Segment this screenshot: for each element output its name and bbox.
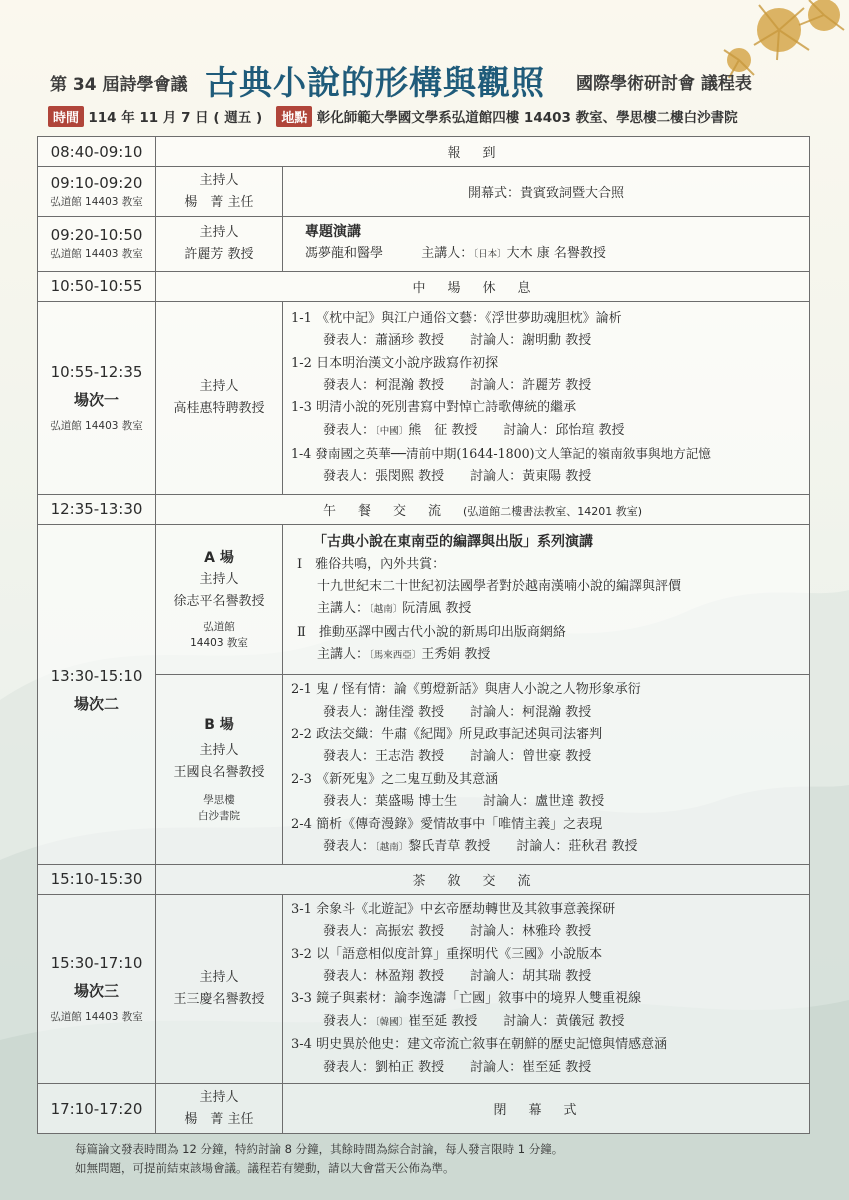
agenda-row-opening — [38, 167, 810, 217]
title-suffix: 國際學術研討會 議程表 — [576, 74, 752, 94]
break-label: 中場休息 — [412, 280, 553, 296]
agenda-row-closing — [38, 1084, 810, 1134]
paper-title: 2-1 鬼 / 怪有情：論《剪燈新話》與唐人小說之人物形象承衍 — [291, 682, 641, 698]
agenda-row-lunch — [38, 494, 810, 524]
opening-ceremony: 開幕式：貴賓致詞暨大合照 — [468, 186, 625, 201]
agenda-row-tea — [38, 864, 810, 894]
registration-label: 報到 — [447, 146, 518, 161]
presenter-country: 〔越南〕 — [375, 842, 409, 854]
speaker-prefix: 主講人： — [421, 246, 474, 262]
paper-title: 1-3 明清小說的死別書寫中對悼亡詩歌傳統的繼承 — [291, 400, 577, 416]
lecture-title: Ⅱ 推動巫譯中國古代小說的新馬印出版商網絡 — [297, 624, 566, 640]
host-title: 主持人 — [199, 172, 239, 188]
host-name: 王三慶名譽教授 — [173, 991, 265, 1007]
paper-people: 發表人：王志浩 教授 討論人：曾世豪 教授 — [323, 749, 592, 765]
session-label: 場次一 — [73, 390, 119, 409]
speaker-country: 〔越南〕 — [369, 604, 403, 616]
venue-text: 白沙書院 — [198, 810, 240, 823]
host-title: 主持人 — [199, 572, 239, 588]
host-title: 主持人 — [199, 969, 239, 985]
paper-title: 3-3 鏡子與素材：論李逸濤「亡國」敘事中的境界人雙重視線 — [291, 991, 642, 1007]
place-text: 彰化師範大學國文學系弘道館四樓 14403 教室、學思樓二樓白沙書院 — [316, 110, 738, 126]
room-b-label: B 場 — [204, 717, 234, 734]
venue-text: 弘道館 14403 教室 — [50, 248, 143, 261]
presenter-prefix: 發表人： — [323, 839, 376, 855]
host-title: 主持人 — [199, 224, 239, 240]
venue-text: 弘道館 14403 教室 — [50, 1010, 143, 1023]
footnote-line: 每篇論文發表時間為 12 分鐘，特約討論 8 分鐘，其餘時間為綜合討論，每人發言限時 1 分鐘。 — [75, 1142, 564, 1156]
tea-break-label: 茶敘交流 — [412, 873, 553, 889]
agenda-row-keynote — [38, 217, 810, 272]
paper-title: 2-2 政法交織：牛肅《紀聞》所見政事記述與司法審判 — [291, 727, 603, 742]
lecture-speaker: 阮清風 教授 — [402, 601, 472, 617]
lecture-series-heading: 「古典小說在東南亞的編譯與出版」系列演講 — [313, 534, 593, 551]
presenter-prefix: 發表人： — [323, 1013, 376, 1029]
agenda-table — [37, 136, 810, 1134]
paper-title: 1-2 日本明治漢文小說序跋寫作初探 — [291, 355, 499, 371]
paper-people: 黎氏青草 教授 討論人：莊秋君 教授 — [408, 839, 638, 855]
footnote — [75, 1140, 563, 1178]
venue-text: 弘道館 — [203, 621, 235, 634]
agenda-row-break — [38, 271, 810, 301]
paper-people: 發表人：葉盛暘 博士生 討論人：盧世達 教授 — [323, 794, 605, 810]
keynote-speaker: 大木 康 名譽教授 — [506, 246, 606, 262]
host-name: 許麗芳 教授 — [184, 246, 254, 262]
paper-title: 2-4 簡析《傳奇漫錄》愛情故事中「唯情主義」之表現 — [291, 816, 603, 832]
paper-people: 發表人：蕭涵珍 教授 討論人：謝明勳 教授 — [323, 333, 592, 349]
speaker-prefix: 主講人： — [317, 601, 370, 617]
time-cell: 08:40-09:10 — [50, 142, 143, 161]
time-cell: 13:30-15:10 — [50, 666, 143, 685]
host-name: 高桂惠特聘教授 — [173, 400, 265, 416]
time-cell: 12:35-13:30 — [50, 500, 143, 519]
paper-title: 3-4 明史異於他史：建文帝流亡敘事在朝鮮的歷史記憶與情感意涵 — [291, 1037, 668, 1053]
date-text: 114 年 11 月 7 日 ( 週五 ) — [88, 110, 263, 126]
conference-number: 第 34 屆詩學會議 — [50, 75, 188, 95]
host-name: 徐志平名譽教授 — [173, 594, 265, 610]
venue-text: 弘道館 14403 教室 — [50, 196, 143, 208]
agenda-row-session-3 — [38, 894, 810, 1083]
closing-ceremony: 閉幕式 — [493, 1103, 599, 1119]
time-cell: 09:20-10:50 — [50, 226, 143, 245]
title-row — [0, 52, 849, 102]
paper-people: 發表人：劉柏正 教授 討論人：崔至延 教授 — [323, 1059, 592, 1075]
paper-title: 2-3 《新死鬼》之二鬼互動及其意涵 — [291, 771, 499, 787]
paper-people: 發表人：謝佳瀅 教授 討論人：柯混瀚 教授 — [323, 704, 592, 720]
presenter-country: 〔中國〕 — [375, 425, 409, 437]
host-name: 王國良名譽教授 — [173, 765, 265, 781]
host-title: 主持人 — [199, 1089, 239, 1105]
lunch-label: 午餐交流 — [322, 503, 463, 519]
presenter-country: 〔韓國〕 — [375, 1016, 409, 1028]
info-row — [48, 106, 748, 128]
time-cell: 10:50-10:55 — [50, 277, 143, 296]
paper-people: 熊 征 教授 討論人：邱怡瑄 教授 — [408, 422, 625, 438]
paper-title: 1-4 發南國之英華──清前中期(1644-1800)文人筆記的嶺南敘事與地方記憶 — [291, 446, 711, 462]
paper-people: 發表人：高振宏 教授 討論人：林雅玲 教授 — [323, 924, 592, 940]
host-title: 主持人 — [199, 378, 239, 394]
presenter-prefix: 發表人： — [323, 422, 376, 438]
time-cell: 09:10-09:20 — [50, 174, 143, 192]
session-label: 場次二 — [73, 694, 119, 713]
paper-title: 3-2 以「語意相似度計算」重探明代《三國》小說版本 — [291, 946, 603, 962]
agenda-row-registration — [38, 137, 810, 167]
time-tag: 時間 — [48, 106, 84, 127]
page-title: 古典小說的形構與觀照 — [205, 63, 545, 102]
speaker-prefix: 主講人： — [317, 647, 370, 663]
lecture-title: Ⅰ 雅俗共鳴，內外共賞： — [297, 556, 446, 572]
time-cell: 15:10-15:30 — [50, 870, 143, 889]
footnote-line: 如無問題，可提前結束該場會議。議程若有變動，請以大會當天公佈為準。 — [75, 1161, 455, 1175]
host-title: 主持人 — [199, 743, 239, 759]
time-cell: 15:30-17:10 — [50, 953, 143, 972]
agenda-row-session-2a — [38, 524, 810, 674]
lecture-subtitle: 十九世紀末二十世紀初法國學者對於越南漢喃小說的編譯與評價 — [317, 578, 682, 594]
lecture-speaker: 王秀娟 教授 — [421, 647, 491, 663]
venue-text: 學思樓 — [203, 794, 235, 807]
venue-text: 弘道館 14403 教室 — [50, 419, 143, 432]
paper-people: 發表人：柯混瀚 教授 討論人：許麗芳 教授 — [323, 377, 592, 393]
paper-people: 發表人：張閔熙 教授 討論人：黃東陽 教授 — [323, 468, 592, 484]
paper-title: 1-1 《枕中記》與江户通俗文藝：《浮世夢助魂胆枕》論析 — [291, 310, 622, 326]
host-name: 楊 菁 主任 — [184, 1111, 254, 1127]
speaker-country: 〔日本〕 — [473, 249, 507, 261]
venue-text: 14403 教室 — [190, 637, 248, 650]
host-name: 楊 菁 主任 — [184, 194, 254, 210]
lunch-venue-note: (弘道館二樓書法教室、14201 教室) — [462, 504, 643, 518]
time-cell: 17:10-17:20 — [50, 1099, 143, 1118]
speaker-country: 〔馬來西亞〕 — [369, 650, 422, 662]
agenda-row-session-1 — [38, 301, 810, 494]
room-a-label: A 場 — [204, 550, 234, 567]
keynote-heading: 專題演講 — [305, 224, 361, 240]
place-tag: 地點 — [276, 106, 312, 127]
paper-people: 發表人：林盈翔 教授 討論人：胡其瑞 教授 — [323, 969, 592, 985]
paper-title: 3-1 余象斗《北遊記》中玄帝歷劫轉世及其敘事意義探研 — [291, 901, 616, 917]
session-label: 場次三 — [73, 981, 119, 1000]
time-cell: 10:55-12:35 — [50, 362, 143, 381]
keynote-topic: 馮夢龍和醫學 — [305, 246, 384, 262]
paper-people: 崔至延 教授 討論人：黃儀冠 教授 — [408, 1013, 625, 1029]
